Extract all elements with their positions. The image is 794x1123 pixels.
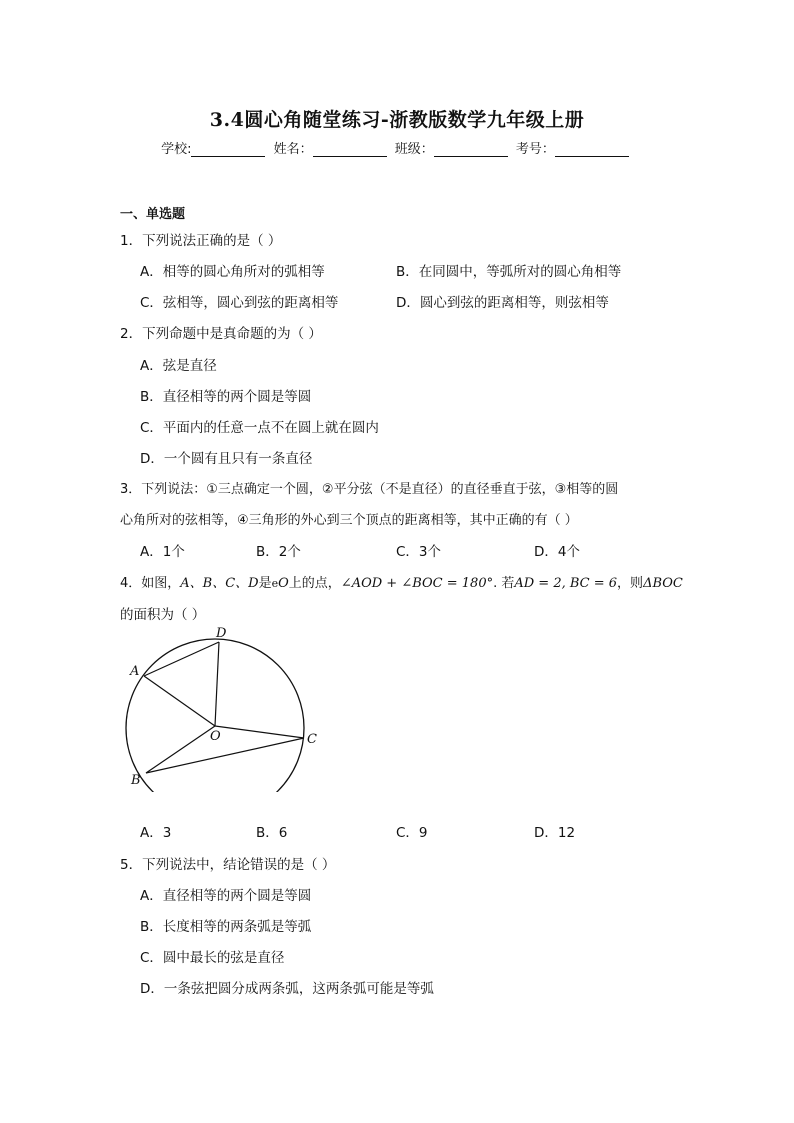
- q4-option-d: D．12: [534, 825, 576, 841]
- q4-text-3: 上的点，: [288, 576, 341, 591]
- q5-option-d: D．一条弦把圆分成两条弧，这两条弧可能是等弧: [140, 981, 434, 997]
- q1-option-c: C．弦相等，圆心到弦的距离相等: [140, 295, 339, 311]
- q3-option-d: D．4个: [534, 544, 580, 560]
- segment-ao: [144, 676, 215, 726]
- segment-do: [215, 642, 219, 726]
- q3-option-c: C．3个: [396, 544, 442, 560]
- q5-option-a: A．直径相等的两个圆是等圆: [140, 888, 312, 904]
- label-b: B: [131, 773, 141, 788]
- q4-option-c: C．9: [396, 825, 428, 841]
- q1-option-a: A．相等的圆心角所对的弧相等: [140, 264, 325, 280]
- q4-text-1: 4．如图，: [120, 576, 181, 591]
- name-blank[interactable]: [313, 144, 387, 157]
- q5-stem: 5．下列说法中，结论错误的是（ ）: [120, 857, 336, 873]
- exam-no-blank[interactable]: [555, 144, 629, 157]
- label-d: D: [216, 626, 227, 641]
- segment-bc: [146, 738, 304, 773]
- q4-points: A、B、C、D: [180, 576, 259, 591]
- q4-stem-line1: [120, 572, 683, 591]
- school-blank[interactable]: [191, 144, 265, 157]
- exam-no-label: 考号：: [515, 142, 555, 157]
- class-label: 班级：: [394, 142, 434, 157]
- q5-option-b: B．长度相等的两条弧是等弧: [140, 919, 312, 935]
- q2-option-d: D．一个圆有且只有一条直径: [140, 451, 313, 467]
- q4-option-a: A．3: [140, 825, 172, 841]
- q4-given-lengths: AD = 2, BC = 6: [514, 576, 618, 591]
- q1-option-b: B．在同圆中，等弧所对的圆心角相等: [396, 264, 622, 280]
- q4-circle-symbol: e: [271, 577, 279, 590]
- q3-stem-line1: 3．下列说法：①三点确定一个圆，②平分弦（不是直径）的直径垂直于弦，③相等的圆: [120, 482, 619, 497]
- q4-circle-figure: [118, 622, 328, 792]
- segment-oc: [215, 726, 304, 738]
- section-heading: 一、单选题: [120, 207, 186, 222]
- q3-option-a: A．1个: [140, 544, 185, 560]
- q1-option-d: D．圆心到弦的距离相等，则弦相等: [396, 295, 609, 311]
- q4-triangle: ΔBOC: [643, 576, 683, 591]
- q2-option-a: A．弦是直径: [140, 358, 217, 374]
- page-title: 3.4圆心角随堂练习-浙教版数学九年级上册: [209, 109, 585, 131]
- q2-stem: 2．下列命题中是真命题的为（ ）: [120, 326, 322, 342]
- label-c: C: [307, 732, 317, 747]
- q4-text-4: . 若: [493, 576, 515, 591]
- label-a: A: [130, 664, 140, 679]
- class-blank[interactable]: [434, 144, 508, 157]
- name-label: 姓名：: [273, 142, 313, 157]
- q4-text-5: ，则: [617, 576, 644, 591]
- student-info-line: [0, 138, 794, 157]
- school-label: 学校:: [161, 142, 192, 157]
- q4-circle-o: O: [278, 576, 289, 591]
- q1-stem: 1．下列说法正确的是（ ）: [120, 233, 282, 249]
- label-o: O: [210, 729, 221, 744]
- q3-stem-line2: 心角所对的弦相等，④三角形的外心到三个顶点的距离相等，其中正确的有（ ）: [120, 513, 578, 528]
- q4-text-2: 是: [258, 576, 272, 591]
- q2-option-c: C．平面内的任意一点不在圆上就在圆内: [140, 420, 379, 436]
- q4-option-b: B．6: [256, 825, 288, 841]
- segment-ad: [144, 642, 219, 676]
- q3-option-b: B．2个: [256, 544, 301, 560]
- q4-stem-line2: 的面积为（ ）: [120, 607, 206, 623]
- q2-option-b: B．直径相等的两个圆是等圆: [140, 389, 312, 405]
- q5-option-c: C．圆中最长的弦是直径: [140, 950, 285, 966]
- q4-angle-equation: ∠AOD + ∠BOC = 180°: [340, 576, 494, 591]
